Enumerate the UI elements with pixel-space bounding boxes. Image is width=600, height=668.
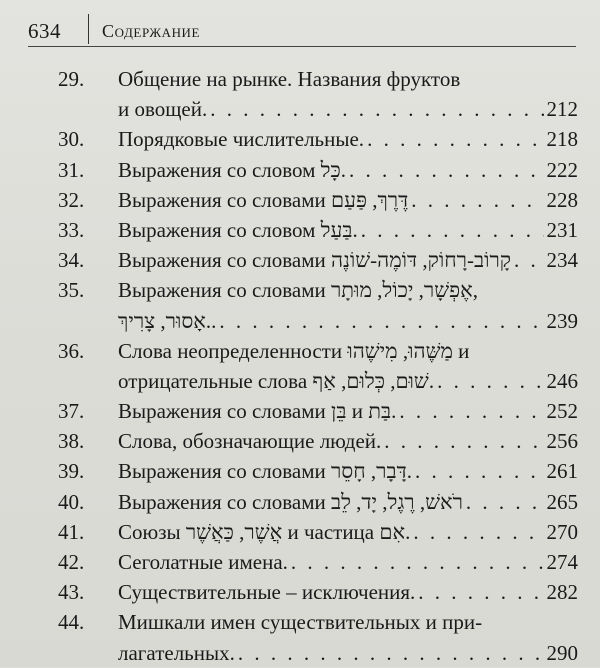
entry-title: Порядковые числительные. xyxy=(118,127,365,152)
entry-title: Выражения со словами דָּבָר, חָסֵר. xyxy=(118,459,412,484)
toc-entry xyxy=(0,245,600,275)
dot-leader xyxy=(219,306,543,336)
entry-text-row xyxy=(118,155,578,185)
entry-text-row xyxy=(118,185,578,215)
entry-text-row xyxy=(118,275,578,305)
entry-title: אָסוּר, צָרִיךְ.. xyxy=(118,308,217,333)
dot-leader xyxy=(415,456,544,486)
entry-text-row xyxy=(118,487,578,517)
entry-page-number: 256 xyxy=(546,429,578,454)
entry-number: 29. xyxy=(58,67,85,91)
toc-entry-line xyxy=(0,336,600,366)
entry-number: 33. xyxy=(58,217,85,242)
dot-leader xyxy=(238,638,544,668)
toc-entry-line xyxy=(0,456,600,486)
entry-number: 39. xyxy=(58,459,85,484)
entry-number: 41. xyxy=(58,519,85,544)
entry-page-number: 252 xyxy=(546,399,578,424)
toc-entry-line xyxy=(0,517,600,547)
entry-title: Выражения со словами בֵּן и בַּת. xyxy=(118,399,397,424)
entry-number: 42. xyxy=(58,550,85,574)
page-header xyxy=(0,12,600,46)
entry-page-number: 239 xyxy=(546,308,578,333)
entry-title: и овощей. xyxy=(118,97,208,122)
dot-leader xyxy=(367,124,543,154)
toc-entry-line xyxy=(0,577,600,607)
toc-entry-line xyxy=(0,638,600,668)
toc-entry-line xyxy=(0,155,600,185)
entry-text-row xyxy=(118,306,578,336)
toc-entry xyxy=(0,396,600,426)
entry-title: Выражения со словом בַּעַל. xyxy=(118,217,358,242)
entry-title: Слова, обозначающие людей. xyxy=(118,429,382,454)
entry-page-number: 234 xyxy=(546,248,578,273)
entry-page-number: 265 xyxy=(546,489,578,514)
entry-text-row xyxy=(118,396,578,426)
entry-title: Слова неопределенности מַשֶּׁהוּ, מִישֶׁהוּ и xyxy=(118,338,470,363)
entry-number: 43. xyxy=(58,580,85,605)
entry-text-row xyxy=(118,245,578,275)
dot-leader xyxy=(411,185,543,215)
entry-page-number: 228 xyxy=(546,187,578,212)
toc-entry xyxy=(0,185,600,215)
section-title: Содержание xyxy=(102,21,201,41)
toc-entry-line xyxy=(0,245,600,275)
entry-text-row xyxy=(118,336,578,366)
entry-text-row xyxy=(118,215,578,245)
toc-entry xyxy=(0,456,600,486)
entry-text-row xyxy=(118,607,578,637)
toc-entry xyxy=(0,64,600,124)
dot-leader xyxy=(361,215,544,245)
dot-leader xyxy=(437,366,543,396)
entry-page-number: 282 xyxy=(546,580,578,605)
toc-entry-line xyxy=(0,396,600,426)
entry-text-row xyxy=(118,517,578,547)
dot-leader xyxy=(418,577,543,607)
entry-title: лагательных. xyxy=(118,640,235,665)
toc-entry xyxy=(0,577,600,607)
toc-entry xyxy=(0,547,600,577)
entry-number: 40. xyxy=(58,489,85,514)
dot-leader xyxy=(514,245,543,275)
entry-number: 30. xyxy=(58,127,85,152)
toc-entry xyxy=(0,426,600,456)
toc-entry xyxy=(0,275,600,335)
toc-entry-line xyxy=(0,275,600,305)
dot-leader xyxy=(384,426,543,456)
toc-entry-line xyxy=(0,366,600,396)
entry-title: Существительные – исключения. xyxy=(118,580,416,605)
entry-text-row xyxy=(118,638,578,668)
entry-number: 31. xyxy=(58,157,85,182)
toc-entry-line xyxy=(0,215,600,245)
toc-entry-line xyxy=(0,64,600,94)
toc-entry-line xyxy=(0,306,600,336)
entry-text-row xyxy=(118,94,578,124)
entry-title: Выражения со словом כָּל. xyxy=(118,157,347,182)
entry-title: Выражения со словами אֶפְשָׁר, יָכוֹל, מוּתָר, xyxy=(118,278,478,303)
entry-number: 36. xyxy=(58,338,85,363)
dot-leader xyxy=(466,487,544,517)
entry-text-row xyxy=(118,366,578,396)
toc-entry xyxy=(0,155,600,185)
toc-entry-line xyxy=(0,607,600,637)
entry-number: 44. xyxy=(58,610,85,635)
entry-page-number: 212 xyxy=(546,97,578,122)
entry-title: Союзы אֲשֶׁר, כַּאֲשֶׁר и частица אִם. xyxy=(118,519,411,544)
toc-entry-line xyxy=(0,426,600,456)
entry-page-number: 261 xyxy=(546,459,578,484)
entry-number: 32. xyxy=(58,187,85,212)
entry-text-row xyxy=(118,547,578,577)
toc-entry xyxy=(0,517,600,547)
entry-number: 35. xyxy=(58,278,85,303)
entry-page-number: 270 xyxy=(546,519,578,544)
toc-entry-line xyxy=(0,185,600,215)
entry-page-number: 222 xyxy=(546,157,578,182)
entry-text-row xyxy=(118,456,578,486)
entry-text-row xyxy=(118,426,578,456)
header-rule xyxy=(28,46,576,47)
dot-leader xyxy=(399,396,543,426)
entry-title: Выражения со словами קָרוֹב-רָחוֹק, דּוֹמֶה-שׁוֹנֶה xyxy=(118,248,512,273)
entry-page-number: 231 xyxy=(546,217,578,242)
toc-entry-line xyxy=(0,547,600,577)
entry-page-number: 274 xyxy=(546,550,578,574)
entry-text-row xyxy=(118,577,578,607)
entry-page-number: 218 xyxy=(546,127,578,152)
toc-entry-line xyxy=(0,487,600,517)
toc-entry xyxy=(0,487,600,517)
entry-page-number: 246 xyxy=(546,368,578,393)
toc-entry-line xyxy=(0,124,600,154)
entry-number: 37. xyxy=(58,399,85,424)
dot-leader xyxy=(291,547,544,577)
entry-number: 34. xyxy=(58,248,85,273)
toc-entry xyxy=(0,215,600,245)
header-divider xyxy=(88,14,89,44)
dot-leader xyxy=(349,155,543,185)
dot-leader xyxy=(210,94,543,124)
entry-title: Общение на рынке. Названия фруктов xyxy=(118,67,461,91)
entry-page-number: 290 xyxy=(546,640,578,665)
dot-leader xyxy=(413,517,543,547)
toc-entry xyxy=(0,124,600,154)
page-number: 634 xyxy=(28,19,61,43)
toc-entry xyxy=(0,607,600,667)
entry-text-row xyxy=(118,124,578,154)
table-of-contents xyxy=(0,64,600,668)
entry-title: Выражения со словами רֹאשׁ, רֶגֶל, יָד, לֵב xyxy=(118,489,463,514)
entry-title: Выражения со словами דֶּרֶךְ, פַּעַם xyxy=(118,187,409,212)
entry-text-row xyxy=(118,64,578,94)
toc-entry-line xyxy=(0,94,600,124)
entry-title: Мишкали имен существительных и при- xyxy=(118,610,483,635)
toc-entry xyxy=(0,336,600,396)
entry-title: отрицательные слова שׁוּם, כְּלוּם, אַף. xyxy=(118,368,435,393)
entry-number: 38. xyxy=(58,429,85,454)
entry-title: Сеголатные имена. xyxy=(118,550,288,574)
